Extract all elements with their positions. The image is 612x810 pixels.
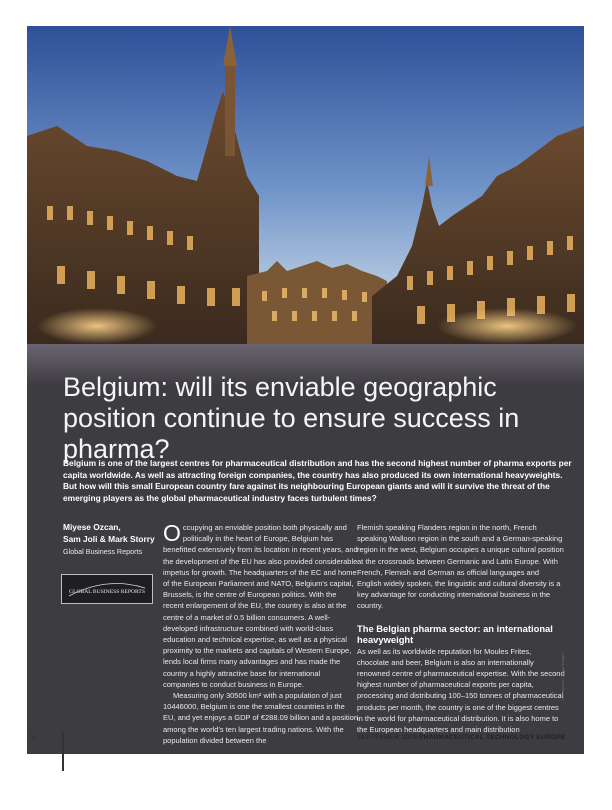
- author-names-line-1: Miyese Ozcan,: [63, 522, 121, 532]
- body-column-2: [357, 522, 565, 735]
- body-paragraph-1: [163, 522, 358, 690]
- body-paragraph-1-text: ccupying an enviable position both physically and politically in the heart of Europe, Belgium has benefitted extensively from its location in recent years, and the development of the EU has also provided considerable impetus for growth. The headquarters of the EC and home of the European Parliament and NATO, Belgium's capital, Brussels, is the centre of European politics. With the recent enlargement of the EU, the country is also at the centre of a market of 0.5 billion consumers. A well-developed infrastructure combined with world-class education and technical expertise, as well as a physical proximity to the markets and capitals of Western Europe, lends local firms many advantages and has made the country a highly attractive base for international companies to conduct business in Europe.: [163, 523, 358, 689]
- section-subhead: The Belgian pharma sector: an international heavyweight: [357, 622, 553, 645]
- article-standfirst: Belgium is one of the largest centres for pharmaceutical distribution and has the second highest number of pharma exports per capita worldwide. As well as attracting foreign companies, the country has also produced its own international heavyweights. But how will this small European country fare against its neighbouring European giants and will it survive the threat of the emerging players as the global pharmaceutical industry faces turbulent times?: [63, 458, 572, 503]
- article-headline: Belgium: will its enviable geographic position continue to ensure success in pharma?: [63, 372, 520, 464]
- page-number: 74: [28, 734, 36, 741]
- photo-credit: Stockphoto / Getty Images: [560, 652, 565, 700]
- magazine-title: PHARMACEUTICAL TECHNOLOGY EUROPE: [419, 734, 566, 741]
- author-organization: Global Business Reports: [63, 547, 143, 557]
- body-paragraph-4: As well as its worldwide reputation for Moules Frites, chocolate and beer, Belgium is also an internationally renowned centre of pharmaceutical expertise. With the second highest number of pharmaceutical exports per capita, processing and distributing 100–150 tonnes of pharmaceutical products per month, the country is one of the biggest centres in the world for pharmaceutical distribution. It is also home to the European headquarters and main distribution: [357, 646, 565, 735]
- body-column-1: [163, 522, 358, 746]
- issue-line: [357, 734, 565, 741]
- body-paragraph-3: Flemish speaking Flanders region in the north, French speaking Walloon region in the south and a German-speaking region in the west, Belgium occupies a unique cultural position at the crossroads between Germanic and Latin Europe. With French, Flemish and German as official languages and English widely spoken, the linguistic and cultural diversity is a key advantage for conducting international business in the country.: [357, 523, 564, 611]
- footer-rule: [62, 731, 64, 771]
- town-hall-spire: [225, 66, 235, 156]
- grand-place-photo: [27, 26, 584, 386]
- logo-wordmark: GLOBAL BUSINESS REPORTS: [69, 589, 145, 595]
- author-names-line-2: Sam Joli & Mark Storry: [63, 533, 155, 544]
- guild-houses: [247, 261, 387, 346]
- byline: [63, 522, 163, 557]
- article-page: [27, 26, 584, 754]
- issue-date: SEPTEMBER 2009: [357, 734, 420, 741]
- page-footer: [0, 728, 612, 810]
- drop-cap: O: [163, 520, 181, 546]
- body-paragraph-2: Measuring only 30500 km² with a population of just 10446000, Belgium is one the smallest countries in the EU, and yet enjoys a GDP of €288.09 billion and a position among the world's ten largest trading nations. With the population divided between the: [163, 691, 358, 745]
- grand-place-illustration: [27, 26, 584, 386]
- global-business-reports-logo: [61, 574, 153, 604]
